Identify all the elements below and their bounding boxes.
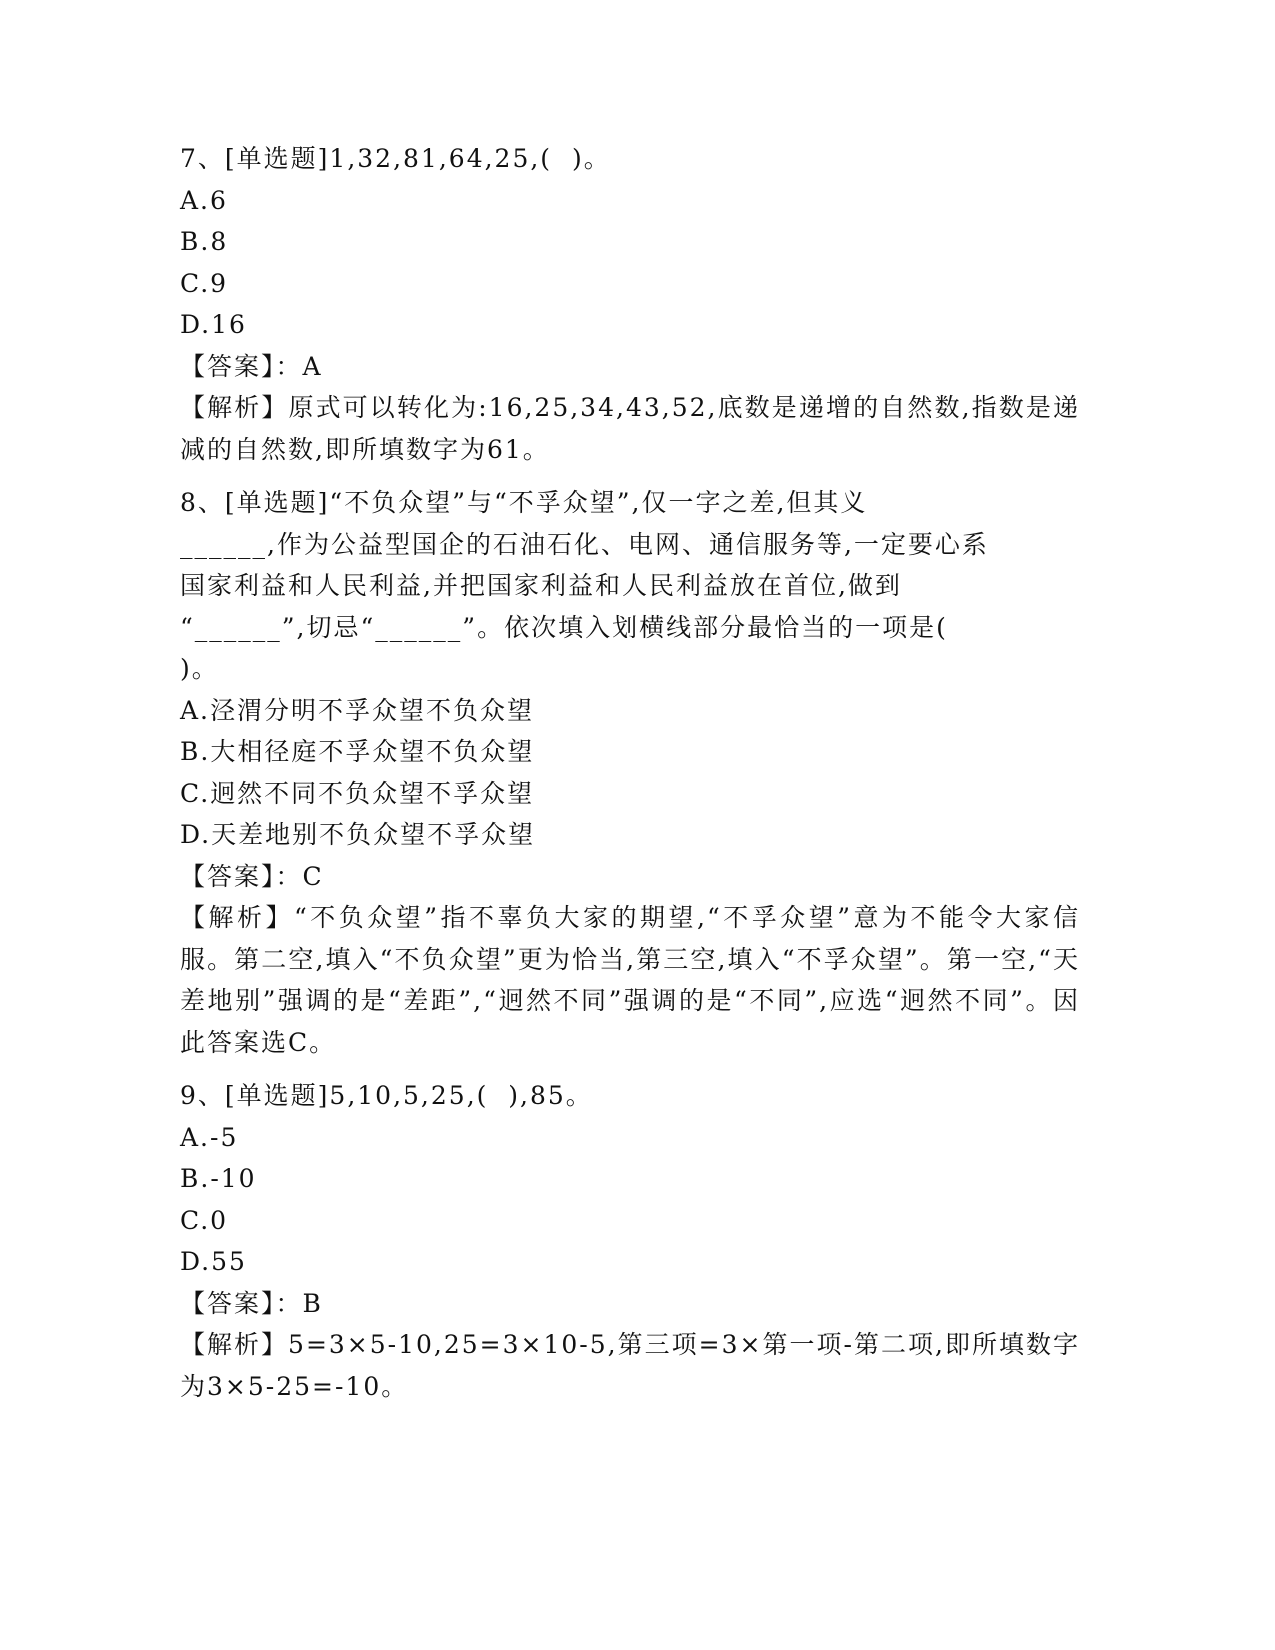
answer: 【答案】：A <box>180 351 323 381</box>
answer: 【答案】：B <box>180 1288 323 1318</box>
answer: 【答案】：C <box>180 861 324 891</box>
option-d: D.16 <box>180 310 247 339</box>
analysis: 【解析】“不负众望”指不辜负大家的期望,“不孚众望”意为不能令大家信服。第二空,填入“不负众望”更为恰当,第三空,填入“不孚众望”。第一空,“天差地别”强调的是“差距”,“迥然不同”强调的是“不同”,应选“迥然不同”。因此答案选C。 <box>180 903 1080 1057</box>
option-c: C.迥然不同不负众望不孚众望 <box>180 778 535 808</box>
option-c: C.0 <box>180 1205 229 1235</box>
question-stem-line: 国家利益和人民利益,并把国家利益和人民利益放在首位,做到 <box>180 571 902 600</box>
option-c: C.9 <box>180 268 229 298</box>
option-a: A.-5 <box>180 1122 239 1152</box>
option-a: A.泾渭分明不孚众望不负众望 <box>180 695 535 725</box>
question-9 <box>180 1075 1080 1407</box>
question-stem: 7、[单选题]1,32,81,64,25,( )。 <box>180 144 611 173</box>
option-b: B.-10 <box>180 1164 257 1193</box>
option-d: D.天差地别不负众望不孚众望 <box>180 820 536 849</box>
option-d: D.55 <box>180 1247 247 1276</box>
analysis: 【解析】5=3×5-10,25=3×10-5,第三项=3×第一项-第二项,即所填数字为3×5-25=-10。 <box>180 1330 1080 1401</box>
option-b: B.大相径庭不孚众望不负众望 <box>180 737 535 766</box>
option-a: A.6 <box>180 185 228 215</box>
question-stem-line: 8、[单选题]“不负众望”与“不孚众望”,仅一字之差,但其义 <box>180 488 868 517</box>
question-8 <box>180 482 1080 1063</box>
question-stem-line: “______”,切忌“______”。依次填入划横线部分最恰当的一项是( <box>180 612 948 642</box>
document-page <box>180 138 1080 1411</box>
analysis: 【解析】原式可以转化为:16,25,34,43,52,底数是递增的自然数,指数是递减的自然数,即所填数字为61。 <box>180 393 1080 464</box>
question-stem-line: ______,作为公益型国企的石油石化、电网、通信服务等,一定要心系 <box>180 529 989 559</box>
question-stem-line: )。 <box>180 654 219 683</box>
question-7 <box>180 138 1080 470</box>
option-b: B.8 <box>180 227 229 256</box>
question-stem: 9、[单选题]5,10,5,25,( ),85。 <box>180 1081 593 1110</box>
